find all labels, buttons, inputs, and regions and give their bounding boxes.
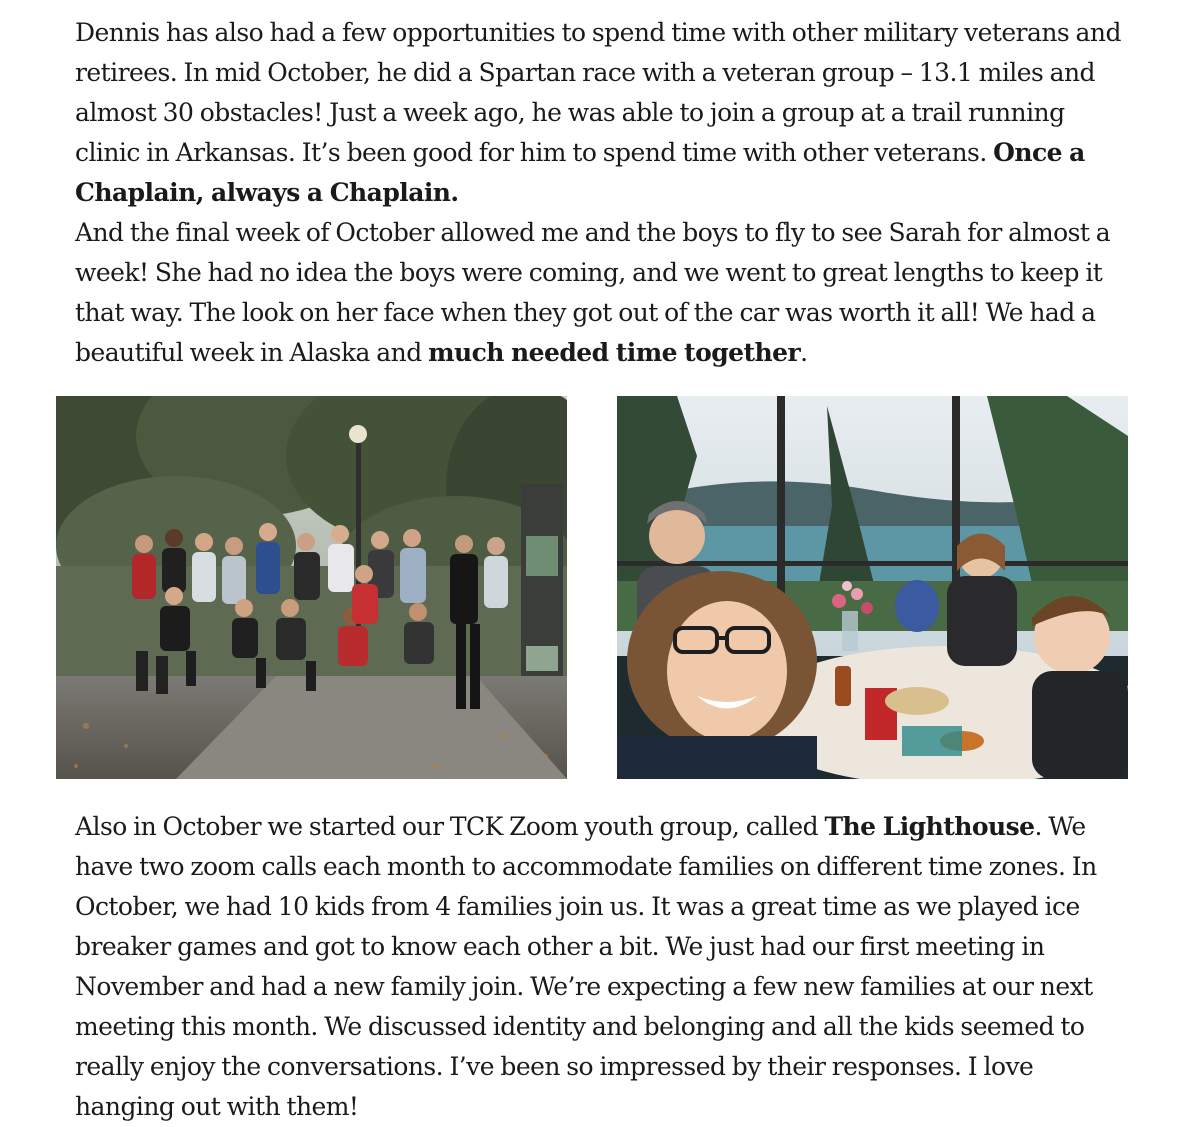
paragraph-alaska-text: And the final week of October allowed me and the boys to fly to see Sarah for almost a week! She had no idea the boys were coming, and we went to great lengths to keep it that way. The look on her face when they got out of the car was worth it all! We had a beautiful week in Alaska and	[75, 218, 1111, 367]
article-text-bottom	[75, 807, 1135, 1127]
group-photo	[56, 396, 567, 779]
paragraph-alaska-bold: much needed time together	[428, 338, 801, 367]
paragraph-alaska-end: .	[800, 338, 808, 367]
family-selfie-photo	[617, 396, 1128, 779]
family-selfie-image	[617, 396, 1128, 779]
paragraph-veterans	[75, 13, 1135, 213]
paragraph-lighthouse-text: Also in October we started our TCK Zoom youth group, called	[75, 812, 825, 841]
paragraph-veterans-text: Dennis has also had a few opportunities to spend time with other military veterans and retirees. In mid October, he did a Spartan race with a veteran group – 13.1 miles and almost 30 obstacles! Just a week ago, he was able to join a group at a trail running clinic in Arkansas. It’s been good for him to spend time with other veterans.	[75, 18, 1121, 167]
paragraph-alaska	[75, 213, 1135, 373]
paragraph-lighthouse-rest: . We have two zoom calls each month to accommodate families on different time zones. In October, we had 10 kids from 4 families join us. It was a great time as we played ice breaker games and got to know each other a bit. We just had our first meeting in November and had a new family join. We’re expecting a few new families at our next meeting this month. We discussed identity and belonging and all the kids seemed to really enjoy the conversations. I’ve been so impressed by their responses. I love hanging out with them!	[75, 812, 1097, 1121]
group-photo-image	[56, 396, 567, 779]
paragraph-lighthouse	[75, 807, 1135, 1127]
paragraph-veterans-bold: Once a Chaplain, always a Chaplain.	[75, 138, 1085, 207]
article-text-top	[75, 13, 1135, 373]
paragraph-lighthouse-bold: The Lighthouse	[824, 812, 1035, 841]
